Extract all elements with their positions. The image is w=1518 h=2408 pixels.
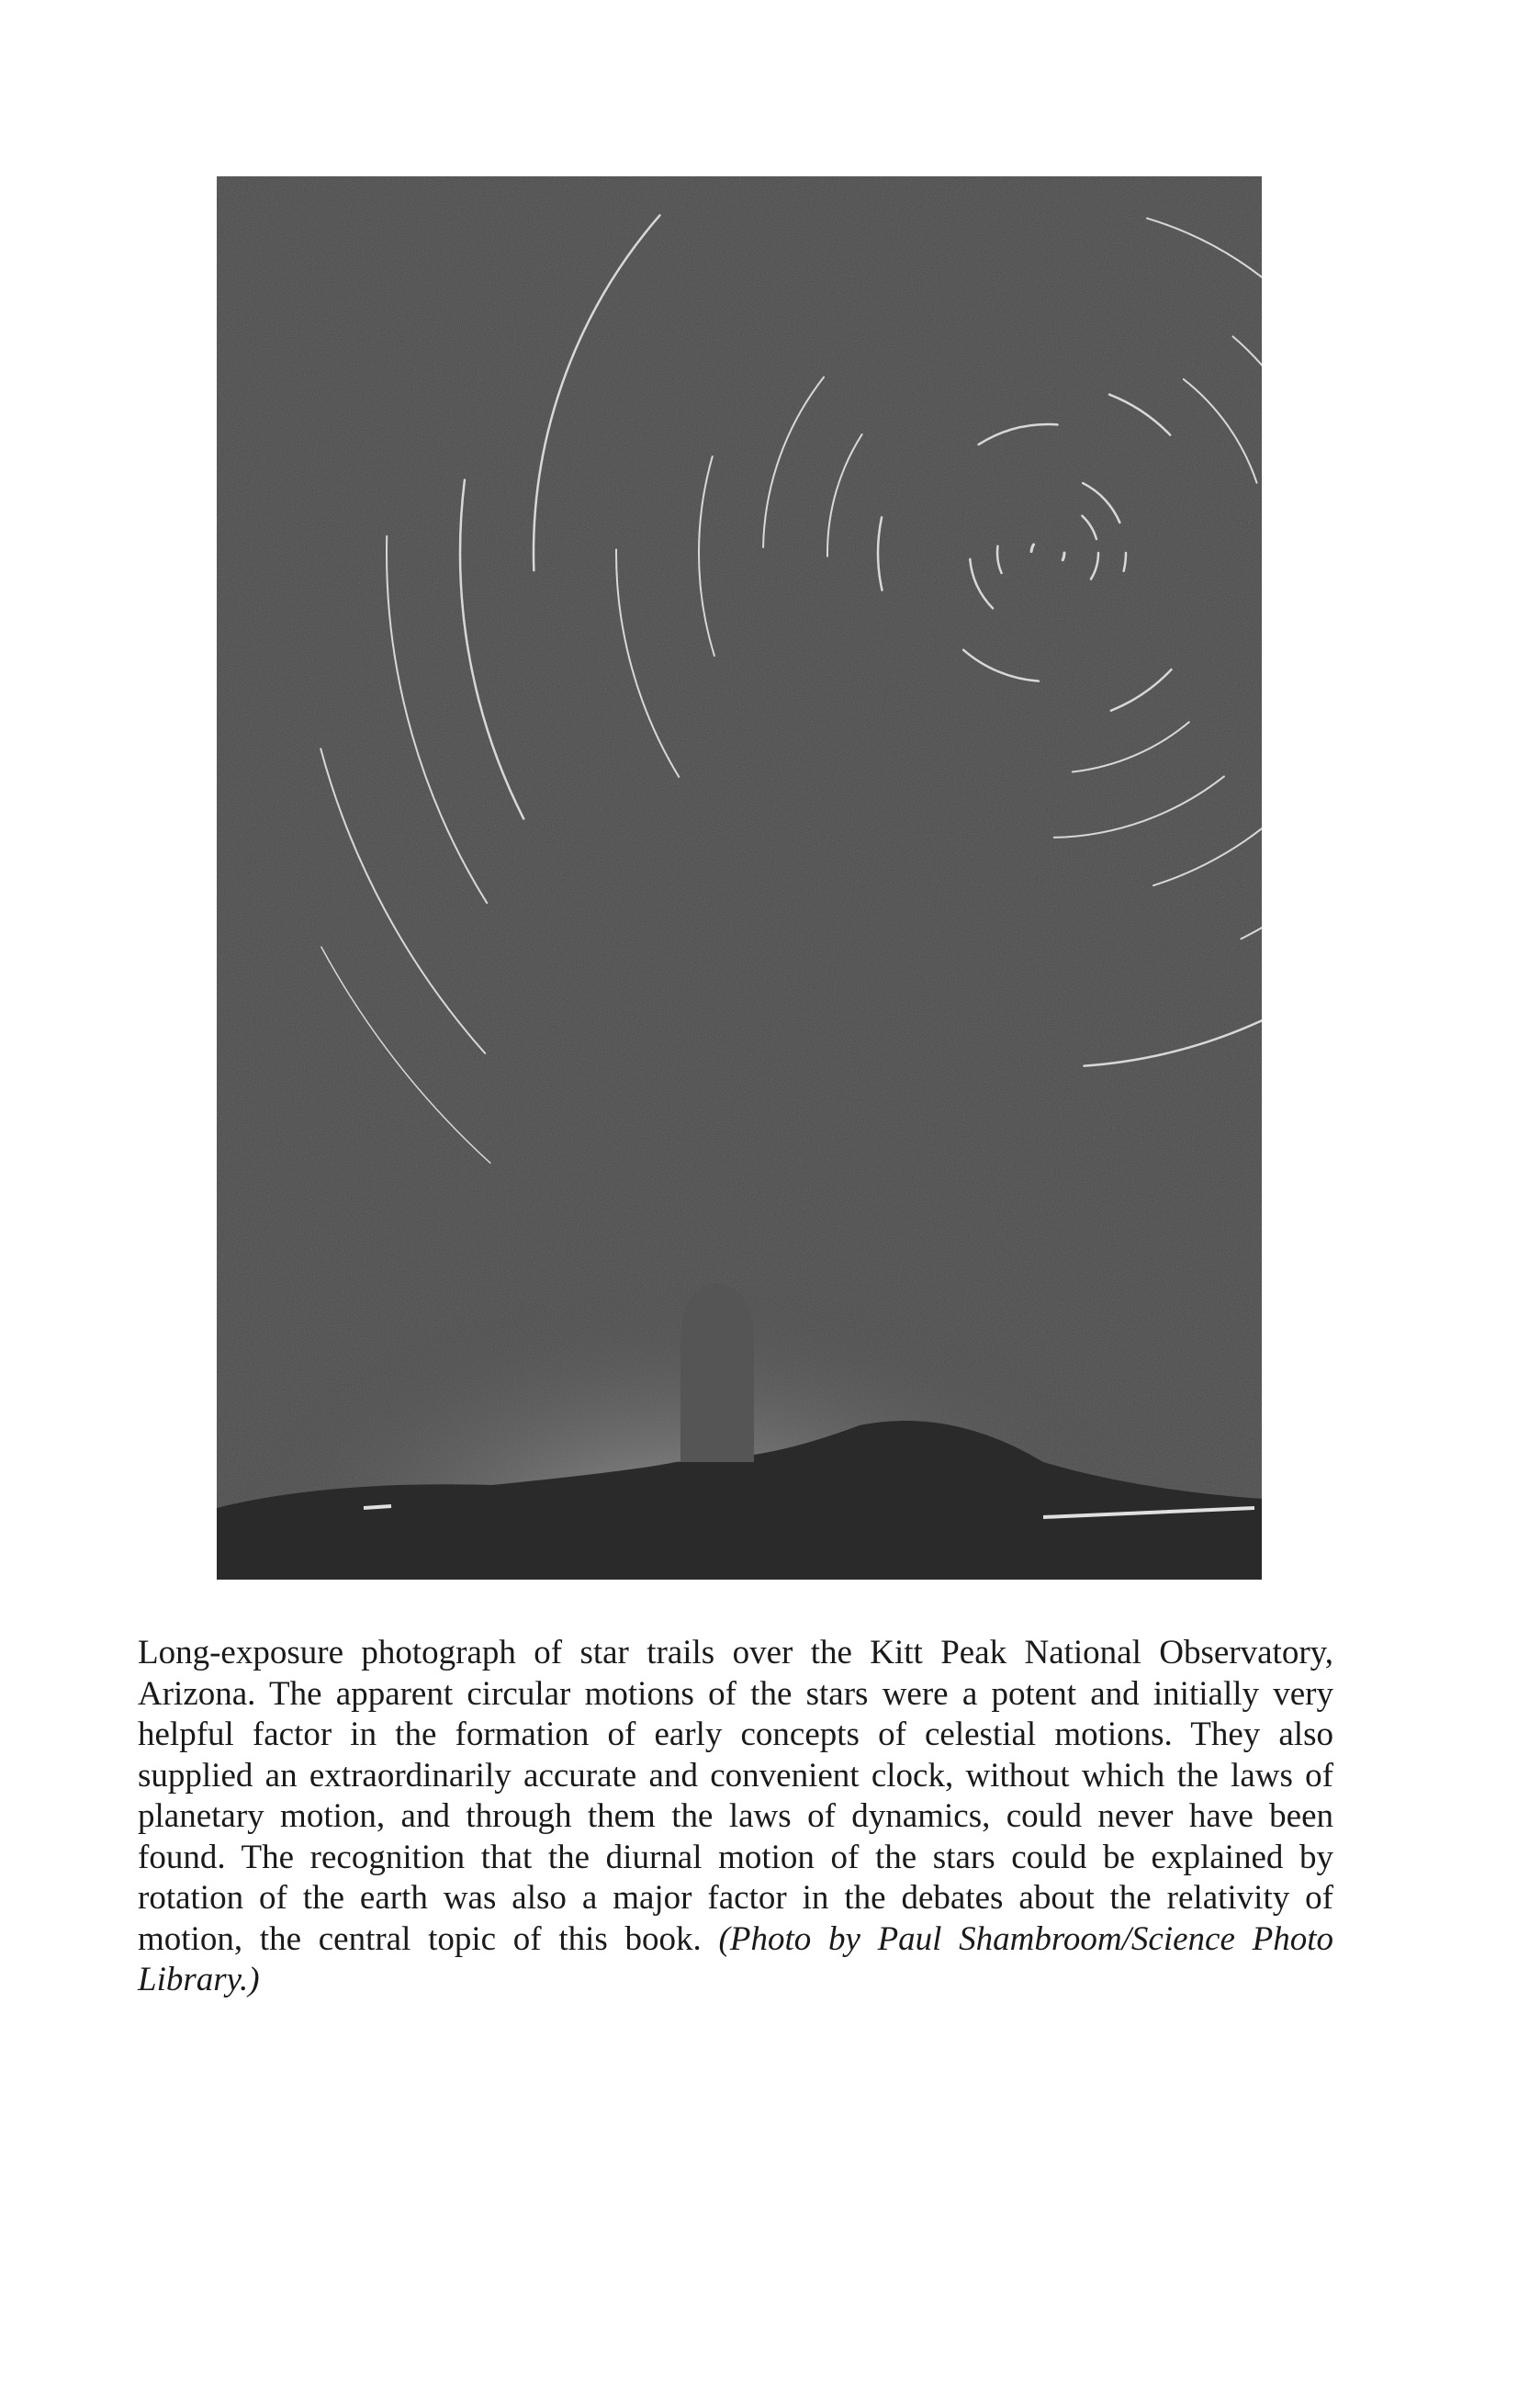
figure-caption xyxy=(138,1633,1333,2001)
photo-credit: (Photo by Paul Shambroom/Science Photo Library.) xyxy=(138,1919,1334,1998)
star-trails-icon xyxy=(217,176,1262,1580)
caption-text: Long-exposure photograph of star trails over the Kitt Peak National Observatory, Arizona. The apparent circular motions of the stars were a potent and initially very helpful factor in the formation of early concepts of celestial motions. They also supplied an extraordinarily accurate and convenient clock, without which the laws of planetary motion, and through them the laws of dynamics, could never have been found. The recognition that the diurnal motion of the stars could be explained by rotation of the earth was also a major factor in the debates about the relativity of motion, the central topic of this book. xyxy=(138,1634,1333,1958)
star-trails-photograph xyxy=(217,176,1262,1580)
